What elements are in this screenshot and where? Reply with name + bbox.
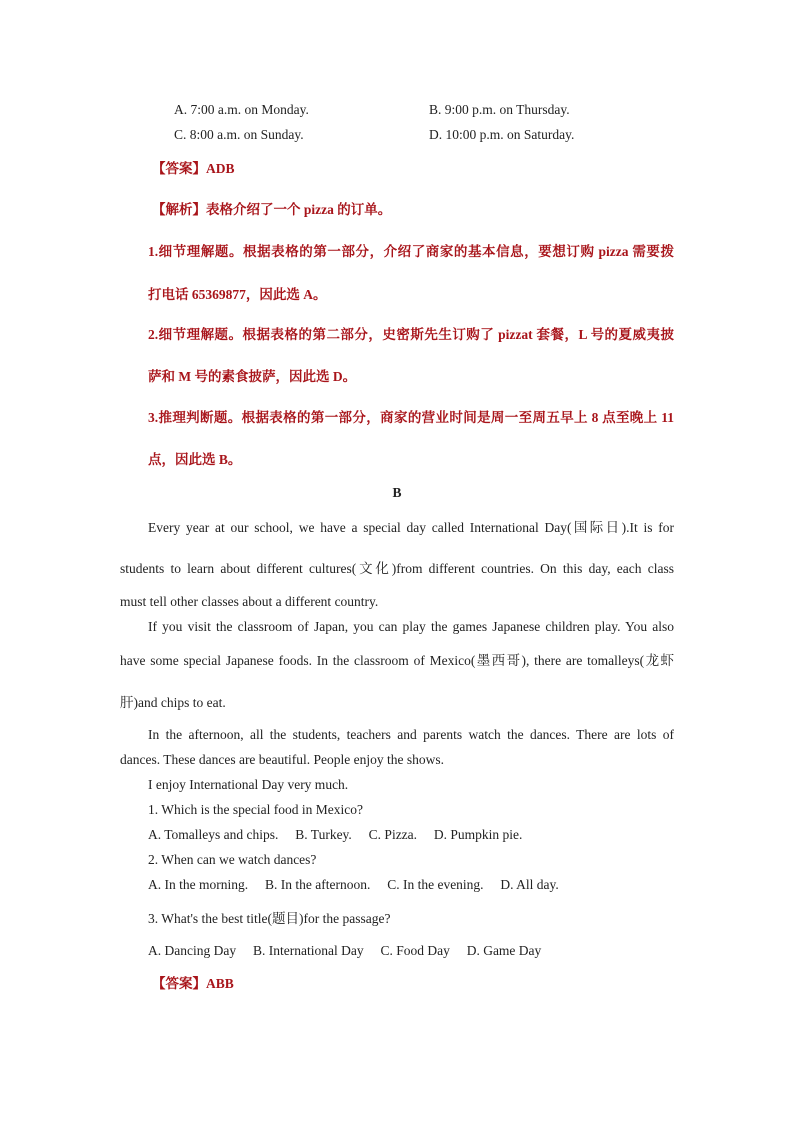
passage-line-1: Every year at our school, we have a special day called International Day(国际日).It is for [148,520,674,535]
option-d: D. 10:00 p.m. on Saturday. [429,127,575,142]
answer-key-2: 【答案】ABB [152,976,234,991]
answer-key-1: 【答案】ADB [152,161,235,176]
analysis-point-3-line-1: 3.推理判断题。根据表格的第一部分，商家的营业时间是周一至周五早上 8 点至晚上 11 [148,410,674,425]
passage-line-6: 肝)and chips to eat. [120,695,226,710]
option-b: B. 9:00 p.m. on Thursday. [429,102,570,117]
question-1-options: A. Tomalleys and chips. B. Turkey. C. Pizza. D. Pumpkin pie. [148,827,523,842]
analysis-point-3-line-2: 点，因此选 B。 [148,452,242,467]
passage-line-3: must tell other classes about a different country. [120,594,379,609]
passage-line-8: dances. These dances are beautiful. People enjoy the shows. [120,752,445,767]
analysis-point-2-line-2: 萨和 M 号的素食披萨，因此选 D。 [148,369,357,384]
passage-line-5: have some special Japanese foods. In the classroom of Mexico(墨西哥), there are tomalleys(龙虾 [120,653,674,668]
passage-line-2: students to learn about different cultures(文化)from different countries. On this day, each class [120,561,674,576]
analysis-point-1-line-1: 1.细节理解题。根据表格的第一部分，介绍了商家的基本信息，要想订购 pizza 需要拨 [148,244,674,259]
question-1: 1. Which is the special food in Mexico? [148,802,363,817]
section-title: B [392,485,402,500]
question-3: 3. What's the best title(题目)for the passage? [148,911,391,926]
passage-line-7: In the afternoon, all the students, teachers and parents watch the dances. There are lots of [148,727,674,742]
option-a: A. 7:00 a.m. on Monday. [174,102,309,117]
passage-line-4: If you visit the classroom of Japan, you can play the games Japanese children play. You also [148,619,674,634]
analysis-point-2-line-1: 2.细节理解题。根据表格的第二部分，史密斯先生订购了 pizzat 套餐，L 号的夏威夷披 [148,327,674,342]
analysis-intro: 【解析】表格介绍了一个 pizza 的订单。 [152,202,392,217]
option-c: C. 8:00 a.m. on Sunday. [174,127,304,142]
question-2-options: A. In the morning. B. In the afternoon. C. In the evening. D. All day. [148,877,559,892]
analysis-point-1-line-2: 打电话 65369877，因此选 A。 [148,287,327,302]
question-3-options: A. Dancing Day B. International Day C. Food Day D. Game Day [148,943,542,958]
passage-line-9: I enjoy International Day very much. [148,777,349,792]
question-2: 2. When can we watch dances? [148,852,317,867]
